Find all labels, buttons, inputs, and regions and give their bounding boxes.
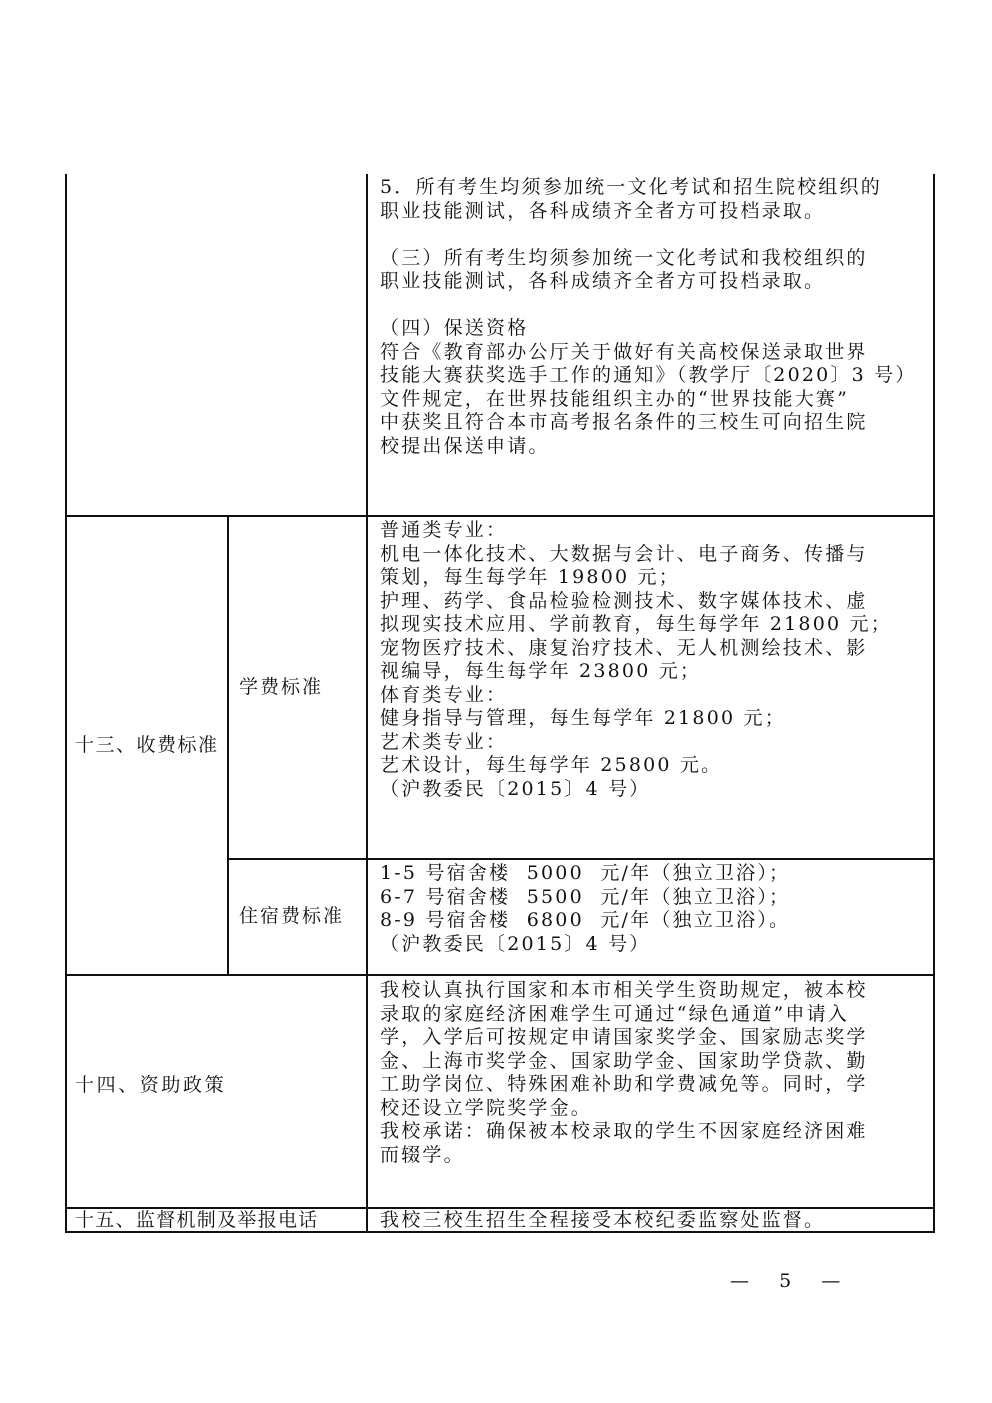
- section-15-title: 十五、监督机制及举报电话: [66, 1208, 367, 1232]
- text-line: （沪教委民〔2015〕4 号）: [380, 932, 651, 955]
- text-line: 文件规定，在世界技能组织主办的“世界技能大赛”: [380, 387, 850, 410]
- text-line: 而辍学。: [380, 1143, 465, 1166]
- tuition-content: [367, 516, 934, 859]
- text-line: 录取的家庭经济困难学生可通过“绿色通道”申请入: [380, 1002, 850, 1025]
- continued-label-cell: [66, 174, 367, 516]
- text-line: 拟现实技术应用、学前教育，每生每学年 21800 元；: [380, 613, 892, 635]
- text-line: 校提出保送申请。: [380, 434, 550, 457]
- accommodation-label: 住宿费标准: [228, 859, 367, 975]
- text-line: 工助学岗位、特殊困难补助和学费减免等。同时，学: [380, 1073, 868, 1095]
- continued-content-cell: [367, 174, 934, 516]
- text-line: 中获奖且符合本市高考报名条件的三校生可向招生院: [380, 411, 868, 433]
- text-line: 普通类专业：: [380, 519, 508, 541]
- text-line: 技能大赛获奖选手工作的通知》（教学厅〔2020〕3 号）: [380, 364, 917, 386]
- table-row-tuition: [66, 516, 934, 859]
- text-line: 我校承诺：确保被本校录取的学生不因家庭经济困难: [380, 1120, 868, 1142]
- text-line: 校还设立学院奖学金。: [380, 1096, 593, 1119]
- accommodation-content: [367, 859, 934, 975]
- text-line: 艺术设计，每生每学年 25800 元。: [380, 754, 723, 776]
- text-line: 1-5 号宿舍楼 5000 元/年（独立卫浴）；: [380, 862, 791, 884]
- text-line: （沪教委民〔2015〕4 号）: [380, 777, 651, 800]
- supervision-content: 我校三校生招生全程接受本校纪委监察处监督。: [367, 1208, 934, 1232]
- text-line: 学，入学后可按规定申请国家奖学金、国家励志奖学: [380, 1026, 868, 1048]
- text-line: 我校认真执行国家和本市相关学生资助规定，被本校: [380, 979, 868, 1001]
- text-line: 职业技能测试，各科成绩齐全者方可投档录取。: [380, 270, 826, 292]
- page-number: — 5 —: [730, 1270, 847, 1292]
- table-row-financial-aid: [66, 975, 934, 1208]
- text-line: 宠物医疗技术、康复治疗技术、无人机测绘技术、影: [380, 636, 868, 659]
- text-line: 体育类专业：: [380, 683, 508, 706]
- text-line: 艺术类专业：: [380, 730, 508, 753]
- text-line: 护理、药学、食品检验检测技术、数字媒体技术、虚: [380, 589, 868, 612]
- text-line: 6-7 号宿舍楼 5500 元/年（独立卫浴）；: [380, 885, 791, 908]
- table-row-supervision: [66, 1208, 934, 1232]
- text-line: 机电一体化技术、大数据与会计、电子商务、传播与: [380, 542, 868, 565]
- text-line: 8-9 号宿舍楼 6800 元/年（独立卫浴）。: [380, 909, 791, 931]
- section-14-title: 十四、资助政策: [66, 975, 367, 1208]
- table-row-continued: [66, 174, 934, 516]
- text-line: 健身指导与管理，每生每学年 21800 元；: [380, 707, 786, 729]
- section-13-title: 十三、收费标准: [66, 516, 228, 975]
- text-line: 职业技能测试，各科成绩齐全者方可投档录取。: [380, 199, 826, 222]
- text-line: 5．所有考生均须参加统一文化考试和招生院校组织的: [380, 176, 882, 198]
- text-line: 视编导，每生每学年 23800 元；: [380, 660, 702, 682]
- subheading-guaranteed-admission: （四）保送资格: [380, 317, 529, 339]
- text-line: 策划，每生每学年 19800 元；: [380, 566, 680, 588]
- admission-policy-table: [65, 174, 935, 1233]
- tuition-label: 学费标准: [228, 516, 367, 859]
- text-line: 符合《教育部办公厅关于做好有关高校保送录取世界: [380, 340, 868, 363]
- financial-aid-content: [367, 975, 934, 1208]
- text-line: 金、上海市奖学金、国家助学金、国家助学贷款、勤: [380, 1049, 868, 1072]
- text-line: （三）所有考生均须参加统一文化考试和我校组织的: [380, 246, 868, 269]
